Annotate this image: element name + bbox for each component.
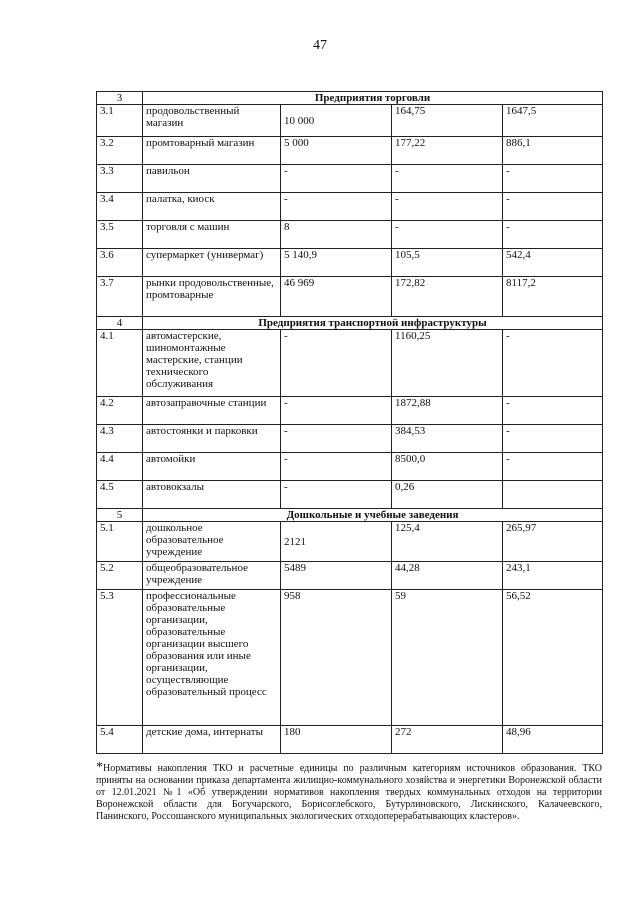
source-name: автозаправочные станции [143, 397, 281, 425]
row-number: 5.2 [97, 562, 143, 590]
calc-unit-value: 8 [281, 221, 392, 249]
section-number: 4 [97, 317, 143, 330]
norm-value-a: 0,26 [392, 481, 503, 509]
norm-value-b: 886,1 [503, 137, 603, 165]
calc-unit-value: 5 140,9 [281, 249, 392, 277]
footnote-mark: * [96, 760, 103, 775]
norm-value-b: 56,52 [503, 590, 603, 726]
norm-value-b: - [503, 453, 603, 481]
table-row [97, 726, 603, 754]
norm-value-b: - [503, 330, 603, 397]
calc-unit-value: 5489 [281, 562, 392, 590]
table-row [97, 221, 603, 249]
norm-value-a: 384,53 [392, 425, 503, 453]
norm-value-a: 272 [392, 726, 503, 754]
table-row [97, 425, 603, 453]
footnote [96, 760, 602, 823]
norm-value-b: - [503, 193, 603, 221]
section-title: Предприятия транспортной инфраструктуры [143, 317, 603, 330]
norm-value-a: - [392, 165, 503, 193]
norm-value-a: 105,5 [392, 249, 503, 277]
calc-unit-value: 958 [281, 590, 392, 726]
source-name: дошкольное образовательное учреждение [143, 522, 281, 562]
source-name: автостоянки и парковки [143, 425, 281, 453]
norm-value-a: 125,4 [392, 522, 503, 562]
norm-value-b: 8117,2 [503, 277, 603, 317]
norm-value-b: 48,96 [503, 726, 603, 754]
source-name: рынки продовольственные, промтоварные [143, 277, 281, 317]
norm-value-b [503, 481, 603, 509]
row-number: 4.4 [97, 453, 143, 481]
norm-value-a: 1160,25 [392, 330, 503, 397]
source-name: промтоварный магазин [143, 137, 281, 165]
row-number: 4.1 [97, 330, 143, 397]
calc-unit-value: - [281, 193, 392, 221]
row-number: 3.5 [97, 221, 143, 249]
norm-value-a: 44,28 [392, 562, 503, 590]
row-number: 3.1 [97, 105, 143, 137]
section-title: Дошкольные и учебные заведения [143, 509, 603, 522]
table-row [97, 277, 603, 317]
norm-value-a: 1872,88 [392, 397, 503, 425]
norm-value-b: 265,97 [503, 522, 603, 562]
source-name: детские дома, интернаты [143, 726, 281, 754]
section-heading-row [97, 509, 603, 522]
source-name: продовольственный магазин [143, 105, 281, 137]
table-row [97, 105, 603, 137]
source-name: автовокзалы [143, 481, 281, 509]
table-row [97, 562, 603, 590]
row-number: 3.7 [97, 277, 143, 317]
section-heading-row [97, 92, 603, 105]
source-name: супермаркет (универмаг) [143, 249, 281, 277]
row-number: 5.4 [97, 726, 143, 754]
calc-unit-value: - [281, 330, 392, 397]
norm-value-b: - [503, 165, 603, 193]
table-row [97, 137, 603, 165]
source-name: общеобразовательное учреждение [143, 562, 281, 590]
row-number: 3.3 [97, 165, 143, 193]
row-number: 4.3 [97, 425, 143, 453]
norm-value-a: - [392, 193, 503, 221]
page-number: 47 [313, 38, 327, 53]
section-number: 5 [97, 509, 143, 522]
calc-unit-value: 5 000 [281, 137, 392, 165]
table-row [97, 522, 603, 562]
norm-value-a: 164,75 [392, 105, 503, 137]
norm-value-a: 8500,0 [392, 453, 503, 481]
calc-unit-value: - [281, 481, 392, 509]
table-row [97, 453, 603, 481]
table-row [97, 397, 603, 425]
calc-unit-value: - [281, 425, 392, 453]
waste-norms-table [96, 91, 603, 754]
footnote-text: Нормативы накопления ТКО и расчетные единицы по различным категориям источников образования. ТКО приняты на основании приказа департамента жилищно-коммунального хозяйства и энергетики Воронежской области от 12.01.2021 №1 «Об утверждении нормативов накопления твердых коммунальных отходов на территории Воронежской области для Богучарского, Борисоглебского, Бутурлиновского, Лискинского, Калачеевского, Панинского, Россошанского муниципальных экологических отходоперерабатывающих кластеров». [96, 763, 602, 822]
calc-unit-value: 180 [281, 726, 392, 754]
table-row [97, 165, 603, 193]
table-row [97, 249, 603, 277]
row-number: 5.3 [97, 590, 143, 726]
row-number: 3.2 [97, 137, 143, 165]
row-number: 3.4 [97, 193, 143, 221]
table-row [97, 193, 603, 221]
source-name: торговля с машин [143, 221, 281, 249]
table-row [97, 330, 603, 397]
row-number: 5.1 [97, 522, 143, 562]
norm-value-a: 177,22 [392, 137, 503, 165]
row-number: 4.2 [97, 397, 143, 425]
calc-unit-value: 46 969 [281, 277, 392, 317]
section-number: 3 [97, 92, 143, 105]
section-title: Предприятия торговли [143, 92, 603, 105]
calc-unit-value: 2121 [281, 522, 392, 562]
norm-value-b: 1647,5 [503, 105, 603, 137]
table-row [97, 481, 603, 509]
norm-value-b: 542,4 [503, 249, 603, 277]
source-name: автомастерские, шиномонтажные мастерские, станции технического обслуживания [143, 330, 281, 397]
calc-unit-value: - [281, 397, 392, 425]
calc-unit-value: 10 000 [281, 105, 392, 137]
norm-value-b: - [503, 397, 603, 425]
calc-unit-value: - [281, 453, 392, 481]
norm-value-b: - [503, 425, 603, 453]
row-number: 4.5 [97, 481, 143, 509]
source-name: павильон [143, 165, 281, 193]
source-name: профессиональные образовательные организации, образовательные организации высшего образования или иные организации, осуществляющие образовательный процесс [143, 590, 281, 726]
norm-value-b: - [503, 221, 603, 249]
norm-value-a: 59 [392, 590, 503, 726]
norm-value-a: - [392, 221, 503, 249]
section-heading-row [97, 317, 603, 330]
table-row [97, 590, 603, 726]
source-name: палатка, киоск [143, 193, 281, 221]
source-name: автомойки [143, 453, 281, 481]
calc-unit-value: - [281, 165, 392, 193]
row-number: 3.6 [97, 249, 143, 277]
norm-value-a: 172,82 [392, 277, 503, 317]
norm-value-b: 243,1 [503, 562, 603, 590]
